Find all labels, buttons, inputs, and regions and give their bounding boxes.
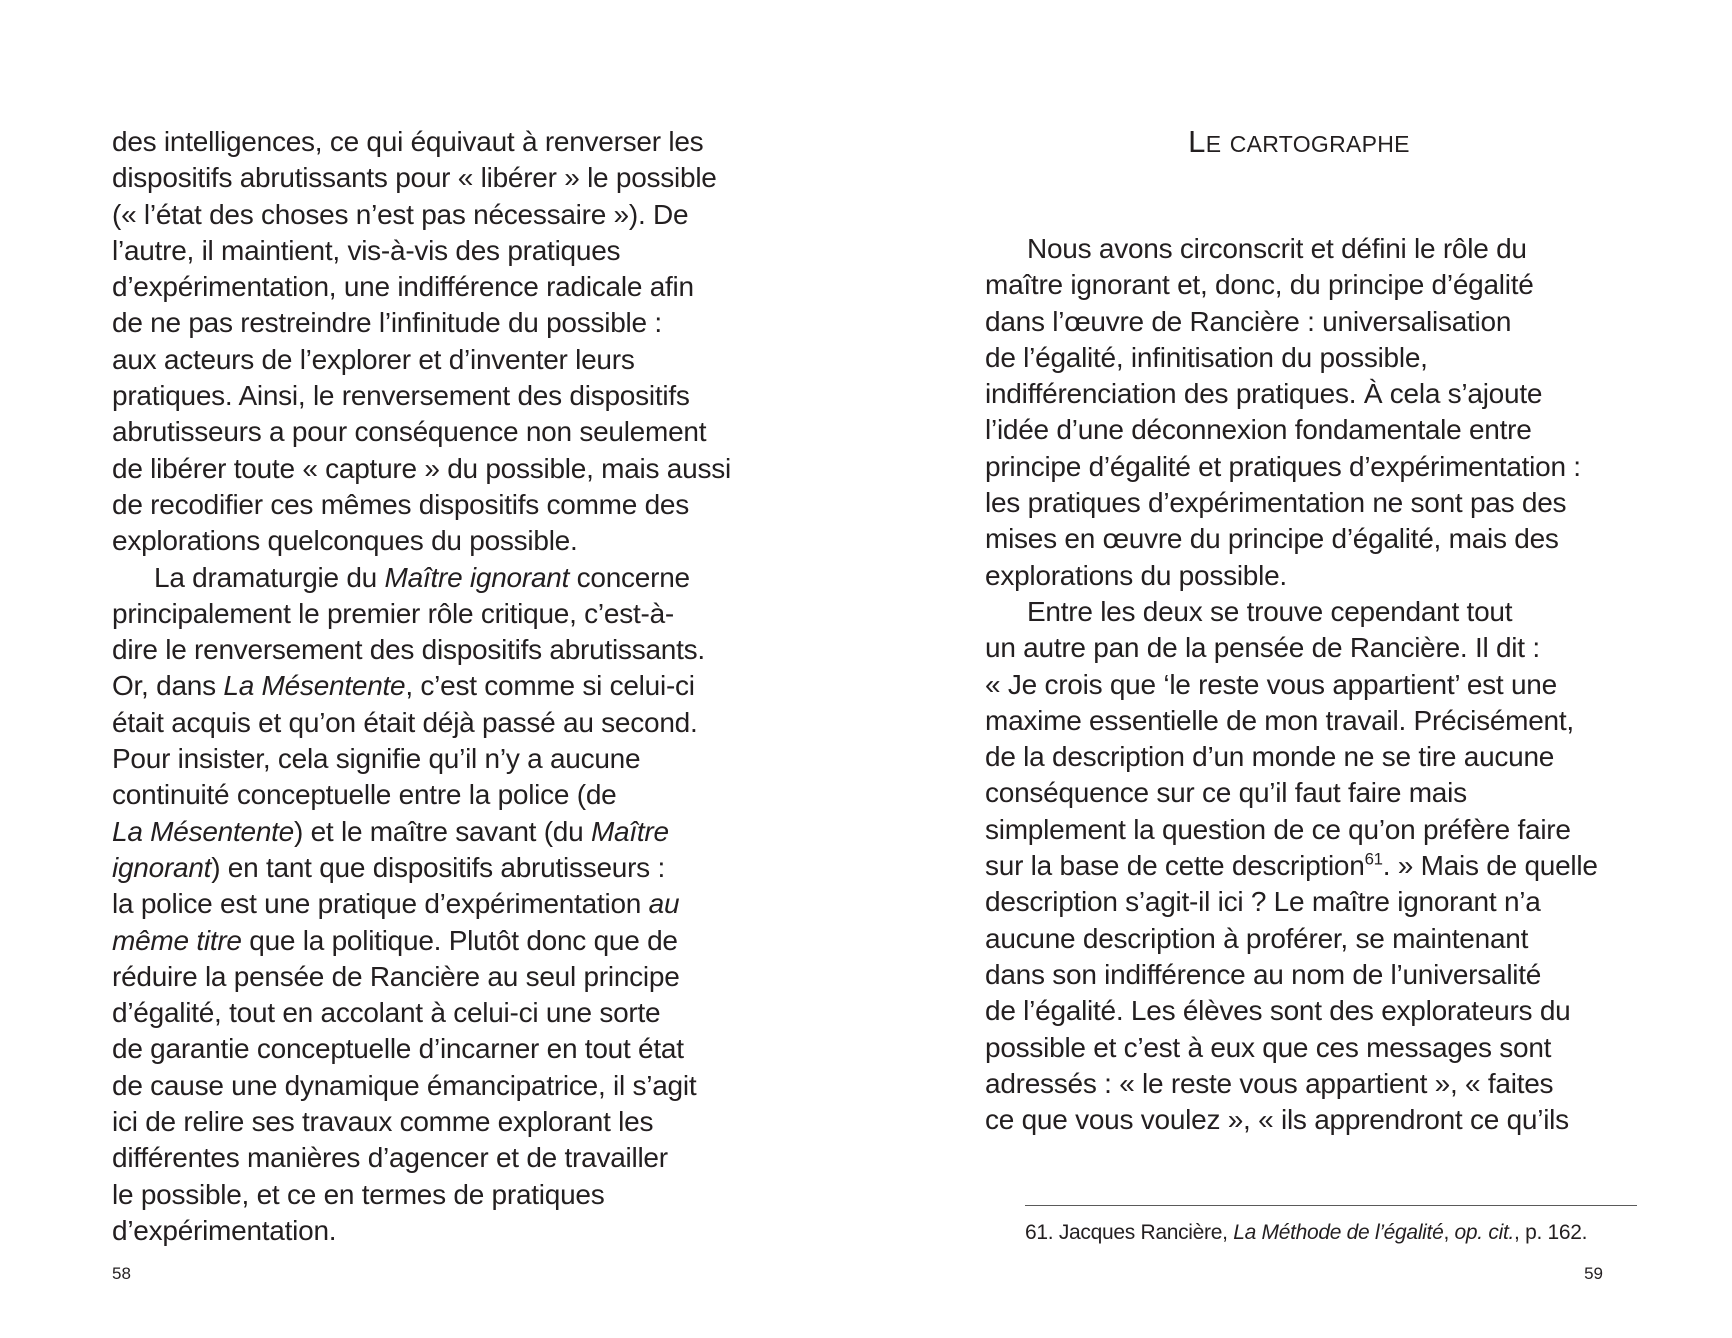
text-run: pratiques. Ainsi, le renversement des dispositifs <box>112 380 690 412</box>
text-line <box>112 1104 731 1140</box>
text-run: de recodifier ces mêmes dispositifs comme des <box>112 488 689 520</box>
text-line <box>985 667 1598 703</box>
text-line <box>112 886 731 922</box>
text-run: des intelligences, ce qui équivaut à renverser les <box>112 126 704 157</box>
italic-run: même titre <box>112 924 242 956</box>
text-run: l’idée d’une déconnexion fondamentale entre <box>985 414 1532 446</box>
footnote-divider <box>1025 1205 1637 1206</box>
text-run: adressés : « le reste vous appartient », « faites <box>985 1067 1554 1099</box>
text-run: différentes manières d’agencer et de travailler <box>112 1142 668 1174</box>
text-line <box>985 1066 1598 1102</box>
italic-run: au <box>648 888 680 920</box>
text-line <box>985 449 1598 485</box>
text-line <box>112 160 731 196</box>
text-run: 61. Jacques Rancière, <box>1025 1221 1234 1244</box>
text-line <box>985 558 1598 594</box>
text-line <box>985 775 1598 811</box>
right-body-text <box>985 231 1598 1138</box>
text-line <box>985 1030 1598 1066</box>
text-run: , c’est comme si celui-ci <box>405 670 695 702</box>
text-run: concerne <box>569 561 690 593</box>
text-line <box>985 340 1598 376</box>
italic-run: op. cit. <box>1454 1221 1515 1244</box>
text-line <box>112 1140 731 1176</box>
text-run: d’égalité, tout en accolant à celui-ci une sorte <box>112 997 661 1029</box>
text-line <box>112 197 731 233</box>
text-run: (« l’état des choses n’est pas nécessaire »). De <box>112 198 689 230</box>
text-run: maître ignorant et, donc, du principe d’égalité <box>985 269 1534 301</box>
text-line <box>112 523 731 559</box>
text-run: de libérer toute « capture » du possible, mais aussi <box>112 452 731 484</box>
text-line <box>112 814 731 850</box>
text-line <box>985 848 1598 884</box>
italic-run: Maître <box>590 815 669 847</box>
text-run: explorations quelconques du possible. <box>112 525 578 557</box>
text-line <box>985 1102 1598 1138</box>
text-run: l’autre, il maintient, vis-à-vis des pratiques <box>112 234 621 266</box>
text-line <box>112 487 731 523</box>
text-line <box>112 777 731 813</box>
left-body-text <box>112 124 731 1249</box>
text-run: la police est une pratique d’expérimentation <box>112 888 649 920</box>
text-run: explorations du possible. <box>985 559 1287 591</box>
text-run: description s’agit-il ici ? Le maître ignorant n’a <box>985 886 1541 918</box>
text-line <box>985 739 1598 775</box>
text-run: La dramaturgie du <box>154 561 385 593</box>
text-line <box>112 342 731 378</box>
text-line <box>112 1213 731 1249</box>
text-line <box>112 414 731 450</box>
text-run: aucune description à proférer, se maintenant <box>985 922 1529 954</box>
text-run: de l’égalité, infinitisation du possible, <box>985 341 1428 373</box>
text-run: possible et c’est à eux que ces messages sont <box>985 1031 1552 1063</box>
text-run: les pratiques d’expérimentation ne sont pas des <box>985 487 1567 519</box>
text-line <box>985 267 1598 303</box>
text-run: abrutisseurs a pour conséquence non seulement <box>112 416 707 448</box>
text-run: Nous avons circonscrit et défini le rôle du <box>1027 233 1527 264</box>
text-run: ) et le maître savant (du <box>294 815 591 847</box>
text-run: conséquence sur ce qu’il faut faire mais <box>985 777 1467 809</box>
italic-run: ignorant <box>112 851 212 883</box>
text-run: dire le renversement des dispositifs abrutissants. <box>112 634 705 666</box>
text-run: Pour insister, cela signifie qu’il n’y a aucune <box>112 743 641 775</box>
text-line <box>112 850 731 886</box>
text-line <box>112 995 731 1031</box>
text-line <box>112 124 731 160</box>
text-run: Entre les deux se trouve cependant tout <box>1027 595 1513 627</box>
footnote-61 <box>1025 1221 1587 1245</box>
chapter-title <box>866 124 1732 160</box>
text-run: , p. 162. <box>1514 1221 1588 1244</box>
text-line <box>985 812 1598 848</box>
italic-run: La Mésentente <box>112 815 294 847</box>
text-line <box>112 378 731 414</box>
text-run: que la politique. Plutôt donc que de <box>241 924 678 956</box>
text-run: d’expérimentation. <box>112 1214 337 1246</box>
text-run: . » Mais de quelle <box>1382 850 1598 882</box>
text-run: sur la base de cette description <box>985 850 1365 882</box>
text-line <box>112 305 731 341</box>
text-line <box>112 668 731 704</box>
text-run: simplement la question de ce qu’on préfère faire <box>985 813 1571 845</box>
text-run: continuité conceptuelle entre la police (de <box>112 779 617 811</box>
text-run: indifférenciation des pratiques. À cela s’ajoute <box>985 378 1543 410</box>
text-line <box>112 596 731 632</box>
text-run: dispositifs abrutissants pour « libérer » le possible <box>112 162 717 194</box>
text-line <box>985 485 1598 521</box>
text-line <box>985 884 1598 920</box>
text-line <box>112 923 731 959</box>
text-run: un autre pan de la pensée de Rancière. Il dit : <box>985 632 1540 664</box>
text-line <box>112 1068 731 1104</box>
italic-run: La Méthode de l’égalité <box>1233 1221 1444 1244</box>
text-run: de la description d’un monde ne se tire aucune <box>985 741 1555 773</box>
text-line <box>985 630 1598 666</box>
text-run: de garantie conceptuelle d’incarner en tout état <box>112 1033 684 1065</box>
text-run: était acquis et qu’on était déjà passé au second. <box>112 706 698 738</box>
chapter-title-initial: L <box>1188 124 1206 159</box>
text-run: , <box>1443 1221 1455 1244</box>
text-run: dans son indifférence au nom de l’universalité <box>985 958 1542 990</box>
page-number-left: 58 <box>112 1264 131 1283</box>
text-line <box>112 451 731 487</box>
text-line <box>112 560 731 596</box>
text-run: principalement le premier rôle critique, c’est-à- <box>112 597 674 629</box>
text-line <box>112 269 731 305</box>
text-line <box>112 1031 731 1067</box>
text-line <box>985 594 1598 630</box>
text-line <box>112 705 731 741</box>
page-number-right: 59 <box>1584 1264 1603 1283</box>
text-run: ici de relire ses travaux comme explorant les <box>112 1106 654 1138</box>
text-run: ) en tant que dispositifs abrutisseurs : <box>211 851 665 883</box>
text-line <box>112 1177 731 1213</box>
text-run: mises en œuvre du principe d’égalité, mais des <box>985 523 1559 555</box>
text-line <box>985 993 1598 1029</box>
text-run: de l’égalité. Les élèves sont des explorateurs du <box>985 995 1571 1027</box>
text-run: maxime essentielle de mon travail. Précisément, <box>985 704 1574 736</box>
text-line <box>985 521 1598 557</box>
chapter-title-first-rest: E <box>1205 131 1222 157</box>
text-run: de cause une dynamique émancipatrice, il s’agit <box>112 1069 697 1101</box>
text-run: aux acteurs de l’explorer et d’inventer leurs <box>112 343 635 375</box>
text-run: « Je crois que ‘le reste vous appartient’ est une <box>985 668 1557 700</box>
chapter-title-rest: CARTOGRAPHE <box>1229 131 1410 157</box>
text-run: ce que vous voulez », « ils apprendront ce qu’ils <box>985 1104 1569 1136</box>
text-line <box>985 304 1598 340</box>
italic-run: Maître ignorant <box>384 561 570 593</box>
text-line <box>112 959 731 995</box>
text-run: réduire la pensée de Rancière au seul principe <box>112 960 680 992</box>
text-run: Or, dans <box>112 670 224 702</box>
text-line <box>112 632 731 668</box>
text-line <box>112 741 731 777</box>
text-line <box>985 376 1598 412</box>
right-page <box>866 0 1732 1338</box>
italic-run: La Mésentente <box>223 670 406 702</box>
footnote-reference[interactable]: 61 <box>1364 849 1383 869</box>
text-run: principe d’égalité et pratiques d’expérimentation : <box>985 450 1581 482</box>
text-run: d’expérimentation, une indifférence radicale afin <box>112 271 694 303</box>
text-run: dans l’œuvre de Rancière : universalisation <box>985 305 1512 337</box>
text-line <box>985 957 1598 993</box>
text-line <box>985 412 1598 448</box>
text-line <box>985 231 1598 267</box>
text-line <box>985 703 1598 739</box>
text-line <box>112 233 731 269</box>
text-run: de ne pas restreindre l’infinitude du possible : <box>112 307 662 339</box>
text-run: le possible, et ce en termes de pratiques <box>112 1178 605 1210</box>
text-line <box>985 921 1598 957</box>
